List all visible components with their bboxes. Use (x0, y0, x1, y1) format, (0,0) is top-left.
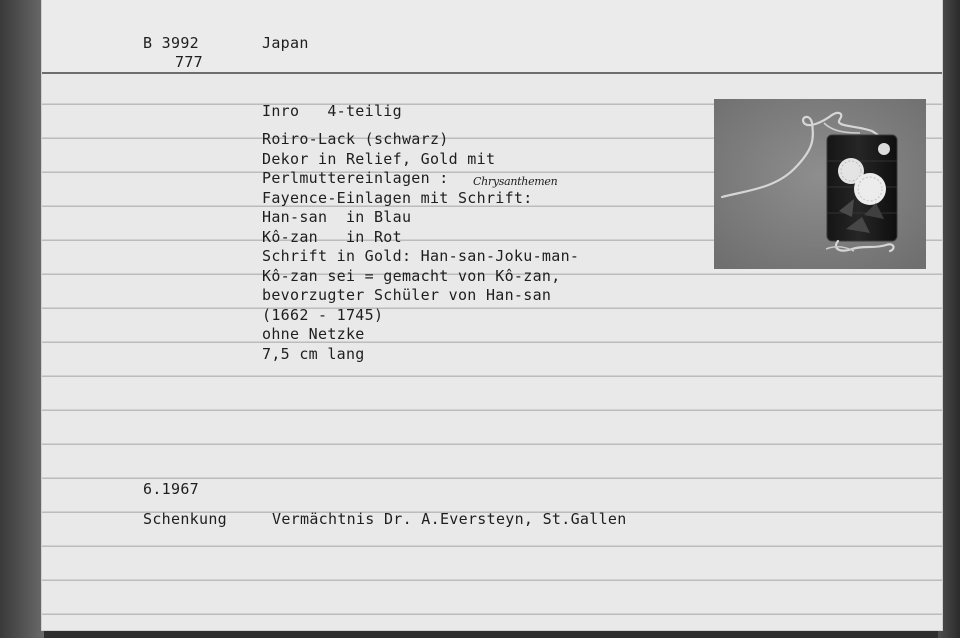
description-line: Roiro-Lack (schwarz) (262, 130, 449, 148)
description-line: Fayence-Einlagen mit Schrift: (262, 188, 533, 207)
object-title: Inro 4-teilig (262, 102, 402, 120)
description-line: Schrift in Gold: Han-san-Joku-man- (262, 247, 580, 265)
description-line: Han-san in Blau (262, 208, 412, 226)
acquisition-type: Schenkung (143, 510, 227, 528)
backdrop-left (0, 0, 44, 638)
description-line: 7,5 cm lang (262, 344, 365, 363)
description-line: Kô-zan sei = gemacht von Kô-zan, (262, 266, 561, 285)
description-line: Kô-zan in Rot (262, 227, 402, 246)
handwritten-note: Chrysanthemen (473, 175, 558, 188)
inventory-number: B 3992 (143, 34, 199, 52)
description-line: bevorzugter Schüler von Han-san (262, 286, 552, 304)
sub-number: 777 (175, 53, 203, 71)
description-line: ohne Netzke (262, 325, 365, 343)
description-line: Perlmuttereinlagen : (262, 169, 449, 187)
description-line: (1662 - 1745) (262, 305, 384, 324)
acquisition-date: 6.1967 (143, 480, 199, 498)
country: Japan (262, 34, 309, 52)
index-card (42, 0, 942, 630)
acquisition-source: Vermächtnis Dr. A.Eversteyn, St.Gallen (272, 510, 627, 528)
description-line: Dekor in Relief, Gold mit (262, 149, 496, 168)
inro-photograph (714, 99, 926, 269)
